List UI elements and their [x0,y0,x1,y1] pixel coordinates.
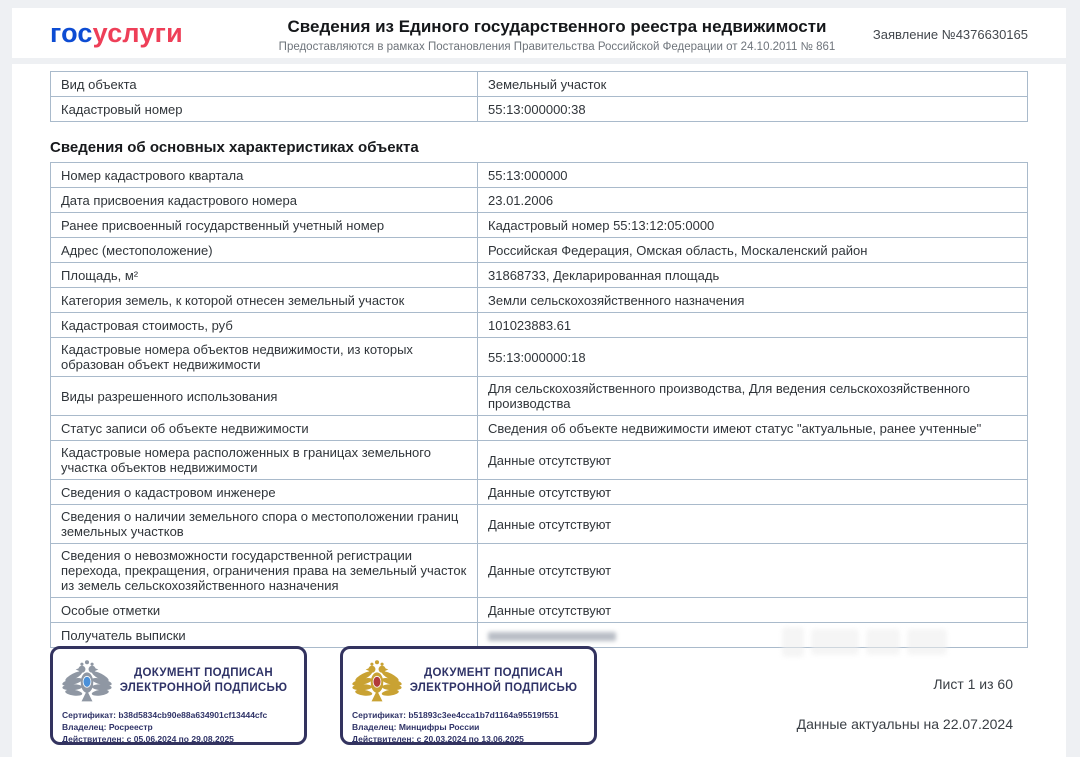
table-row [51,72,1028,97]
row-label: Статус записи об объекте недвижимости [51,416,478,441]
header-title-block [212,17,902,53]
row-value: 101023883.61 [478,313,1028,338]
row-label: Кадастровые номера объектов недвижимости, из которых образован объект недвижимости [51,338,478,377]
row-value: Кадастровый номер 55:13:12:05:0000 [478,213,1028,238]
table-row [51,188,1028,213]
row-label: Площадь, м² [51,263,478,288]
table-row [51,505,1028,544]
table-row [51,377,1028,416]
table-row [51,238,1028,263]
sheet-counter: Лист 1 из 60 [933,676,1013,692]
gosuslugi-logo [50,18,183,49]
stamp-owner: Владелец: Росреестр [62,721,153,732]
stamp-title: ДОКУМЕНТ ПОДПИСАН ЭЛЕКТРОННОЙ ПОДПИСЬЮ [409,667,578,694]
section-title: Сведения об основных характеристиках объекта [50,139,419,156]
row-label: Кадастровый номер [51,97,478,122]
stamp-title: ДОКУМЕНТ ПОДПИСАН ЭЛЕКТРОННОЙ ПОДПИСЬЮ [119,667,288,694]
redacted-value [488,632,616,641]
table-row [51,288,1028,313]
signature-stamp-rosreestr [50,646,307,745]
row-value: Российская Федерация, Омская область, Москаленский район [478,238,1028,263]
table-row [51,97,1028,122]
object-info-table [50,71,1028,122]
row-value: 55:13:000000 [478,163,1028,188]
row-label: Кадастровая стоимость, руб [51,313,478,338]
stamp-top [352,655,585,707]
table-row [51,213,1028,238]
table-row [51,263,1028,288]
table-row [51,163,1028,188]
page-header [12,8,1066,58]
row-label: Кадастровые номера расположенных в границах земельного участка объектов недвижимости [51,441,478,480]
stamp-details [62,710,295,746]
row-value: 23.01.2006 [478,188,1028,213]
table-row [51,480,1028,505]
row-value: Данные отсутствуют [478,598,1028,623]
stamp-details [352,710,585,746]
row-label: Дата присвоения кадастрового номера [51,188,478,213]
row-label: Вид объекта [51,72,478,97]
row-value: Сведения об объекте недвижимости имеют статус "актуальные, ранее учтенные" [478,416,1028,441]
row-label: Ранее присвоенный государственный учетный номер [51,213,478,238]
row-value: Данные отсутствуют [478,441,1028,480]
watermark [782,622,952,662]
stamp-certificate: Сертификат: b38d5834cb90e88a634901cf13444cfc [62,710,268,720]
page-subtitle: Предоставляются в рамках Постановления Правительства Российской Федерации от 24.10.2011 № 861 [278,41,836,53]
stamp-certificate: Сертификат: b51893c3ee4cca1b7d1164a95519f551 [352,710,559,720]
characteristics-table [50,162,1028,648]
application-number: Заявление №4376630165 [872,27,1028,42]
row-value: Данные отсутствуют [478,505,1028,544]
row-value: Данные отсутствуют [478,480,1028,505]
row-value: Для сельскохозяйственного производства, Для ведения сельскохозяйственного производства [478,377,1028,416]
double-eagle-emblem-icon [62,655,112,707]
row-value: Земли сельскохозяйственного назначения [478,288,1028,313]
table-row [51,416,1028,441]
logo-part-red: услуги [92,18,183,48]
row-label: Сведения о наличии земельного спора о местоположении границ земельных участков [51,505,478,544]
signature-stamp-mincifry [340,646,597,745]
double-eagle-emblem-icon [352,655,402,707]
row-label: Категория земель, к которой отнесен земельный участок [51,288,478,313]
table-row [51,544,1028,598]
data-actual-date: Данные актуальны на 22.07.2024 [796,716,1013,732]
row-label: Сведения о невозможности государственной регистрации перехода, прекращения, ограничения права на земельный участок из земель сельскохозяйственного назначения [51,544,478,598]
stamp-top [62,655,295,707]
row-value: Данные отсутствуют [478,544,1028,598]
row-label: Номер кадастрового квартала [51,163,478,188]
row-label: Особые отметки [51,598,478,623]
row-label: Получатель выписки [51,623,478,648]
row-label: Сведения о кадастровом инженере [51,480,478,505]
stamp-validity: Действителен: с 20.03.2024 по 13.06.2025 [352,733,524,744]
row-label: Адрес (местоположение) [51,238,478,263]
logo-part-blue: гос [50,18,93,48]
row-label: Виды разрешенного использования [51,377,478,416]
page-title: Сведения из Единого государственного реестра недвижимости [287,17,827,36]
row-value: Земельный участок [478,72,1028,97]
table-row [51,338,1028,377]
row-value: 55:13:000000:18 [478,338,1028,377]
table-row [51,313,1028,338]
table-row [51,598,1028,623]
table-row [51,441,1028,480]
stamp-owner: Владелец: Минцифры России [352,721,480,732]
row-value: 55:13:000000:38 [478,97,1028,122]
row-value: 31868733, Декларированная площадь [478,263,1028,288]
stamp-validity: Действителен: с 05.06.2024 по 29.08.2025 [62,733,234,744]
